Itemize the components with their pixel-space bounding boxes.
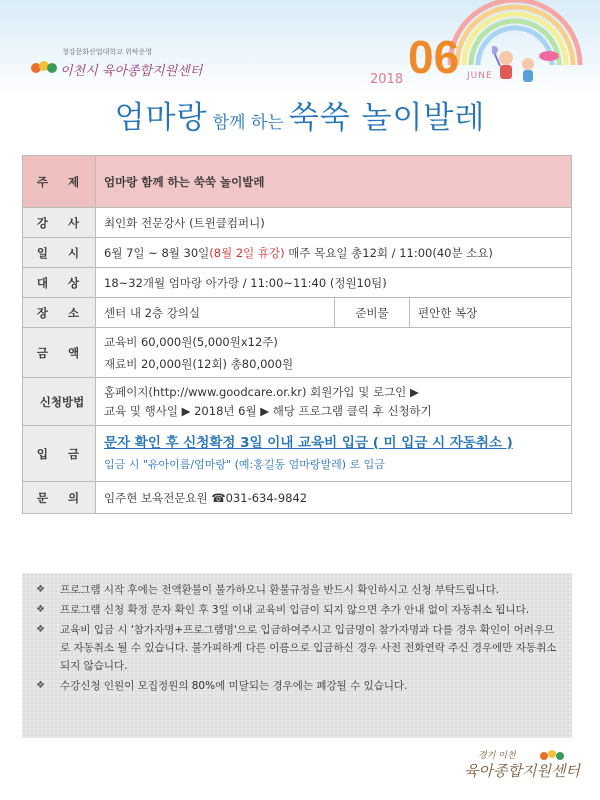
title-part2: 함께 하는 <box>212 113 284 133</box>
diamond-bullet-icon: ❖ <box>36 604 45 615</box>
header-banner <box>0 0 600 95</box>
kids-illustration-icon <box>492 44 562 88</box>
notice-text: 교육비 입금 시 '참가자명+프로그램명'으로 입금하여주시고 입금명이 참가자명과 다를 경우 확인이 어려우므로 자동취소 될 수 있습니다. 불가피하게 다른 이름으로 입금하신 경우 사전 전화연락 주신 경우에만 자동취소 되지 않습니다. <box>60 624 557 672</box>
fee-value <box>96 328 572 378</box>
date-month: 06 <box>408 31 460 83</box>
notice-item <box>32 581 562 599</box>
prep-value: 편안한 복장 <box>410 298 572 328</box>
title-part3: 쑥쑥 놀이발레 <box>288 100 486 136</box>
footer-logo-line2: 육아종합지원센터 <box>464 762 580 780</box>
diamond-bullet-icon: ❖ <box>36 680 45 691</box>
diamond-bullet-icon: ❖ <box>36 624 45 635</box>
main-title <box>0 92 600 137</box>
target-value: 18~32개월 엄마랑 아가랑 / 11:00~11:40 (정원10팀) <box>96 268 572 298</box>
footer-logo-line1: 경기 이천 <box>478 751 516 761</box>
row-subject <box>23 156 572 208</box>
fee-line1: 교육비 60,000원(5,000원x12주) <box>104 334 278 349</box>
fee-label: 금 액 <box>23 328 96 378</box>
deposit-label: 입 금 <box>23 426 96 482</box>
apply-line2: 교육 및 행사일 ▶ 2018년 6월 ▶ 해당 프로그램 클릭 후 신청하기 <box>104 403 432 418</box>
apply-line1: 홈페이지(http://www.goodcare.or.kr) 회원가입 및 로그인 ▶ <box>104 384 419 399</box>
diamond-bullet-icon: ❖ <box>36 584 45 595</box>
schedule-label: 일 시 <box>23 238 96 268</box>
apply-value <box>96 378 572 426</box>
place-value: 센터 내 2층 강의실 <box>96 298 335 328</box>
deposit-value <box>96 426 572 482</box>
contact-label: 문 의 <box>23 482 96 514</box>
row-contact <box>23 482 572 514</box>
instructor-value: 최인화 전문강사 (트윈클컴퍼니) <box>96 208 572 238</box>
notice-box <box>22 573 572 738</box>
row-schedule <box>23 238 572 268</box>
row-fee <box>23 328 572 378</box>
date-year: 2018 <box>370 72 404 87</box>
row-apply <box>23 378 572 426</box>
schedule-value <box>96 238 572 268</box>
prep-label: 준비물 <box>335 298 410 328</box>
fee-line2: 재료비 20,000원(12회) 총80,000원 <box>104 356 294 371</box>
date-month-name: JUNE <box>467 71 493 81</box>
notice-text: 수강신청 인원이 모집정원의 80%에 미달되는 경우에는 폐강될 수 있습니다. <box>60 680 408 692</box>
deposit-notice: 문자 확인 후 신청확정 3일 이내 교육비 입금 ( 미 입금 시 자동취소 ) <box>104 434 513 451</box>
org-subtitle: 청강문화산업대학교 위탁운영 <box>62 48 153 56</box>
place-label: 장 소 <box>23 298 96 328</box>
program-info-table <box>22 155 572 514</box>
schedule-detail: 매주 목요일 총12회 / 11:00(40분 소요) <box>284 245 493 260</box>
contact-value: 임주현 보육전문요원 ☎031-634-9842 <box>96 482 572 514</box>
apply-label: 신청방법 <box>23 378 96 426</box>
notice-text: 프로그램 신청 확정 문자 확인 후 3일 이내 교육비 입금이 되지 않으면 추가 안내 없이 자동취소 됩니다. <box>60 604 530 616</box>
row-place <box>23 298 572 328</box>
schedule-dates: 6월 7일 ~ 8월 30일 <box>104 245 210 260</box>
target-label: 대 상 <box>23 268 96 298</box>
notice-item <box>32 621 562 675</box>
title-part1: 엄마랑 <box>114 100 208 136</box>
notice-text: 프로그램 시작 후에는 전액환불이 불가하오니 환불규정을 반드시 확인하시고 신청 부탁드립니다. <box>60 584 500 596</box>
notice-item <box>32 601 562 619</box>
subject-value: 엄마랑 함께 하는 쑥쑥 놀이발레 <box>96 156 572 208</box>
row-instructor <box>23 208 572 238</box>
footer-logo <box>450 748 590 796</box>
deposit-instruction: 입금 시 "유아이름/엄마랑" (예:홍길동 엄마랑발레) 로 입금 <box>104 457 385 471</box>
instructor-label: 강 사 <box>23 208 96 238</box>
subject-label: 주 제 <box>23 156 96 208</box>
row-target <box>23 268 572 298</box>
notice-item <box>32 677 562 695</box>
schedule-holiday: (8월 2일 휴강) <box>209 245 285 260</box>
center-logo-icon <box>30 58 58 76</box>
row-deposit <box>23 426 572 482</box>
org-name: 이천시 육아종합지원센터 <box>60 64 203 79</box>
